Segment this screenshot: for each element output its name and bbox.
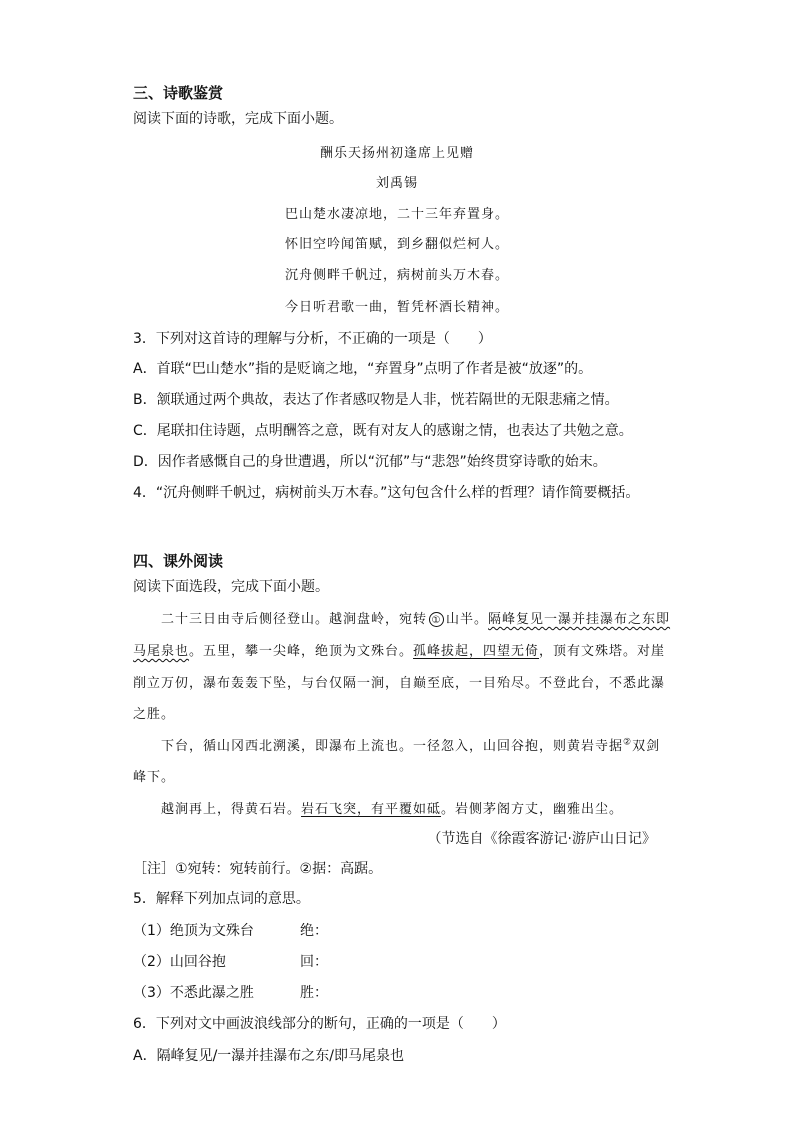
footnote-marker: ① bbox=[429, 612, 444, 627]
question-6-option-a: A．隔峰复见/一瀑并挂瀑布之东/即马尾泉也 bbox=[133, 1048, 405, 1064]
underlined-text: 岩石飞突，有平覆如砥 bbox=[301, 802, 442, 817]
question-3-option-b: B．颔联通过两个典故，表达了作者感叹物是人非，恍若隔世的无限悲痛之情。 bbox=[133, 392, 619, 408]
passage-line: 之胜。 bbox=[133, 707, 176, 722]
question-3-option-a: A．首联“巴山楚水”指的是贬谪之地，“弃置身”点明了作者是被“放逐”的。 bbox=[133, 361, 593, 377]
footnote-marker: ② bbox=[623, 737, 633, 748]
question-5-item-word: 回： bbox=[300, 954, 328, 970]
passage-line: 马尾泉也。五里，攀一尖峰，绝顶为文殊台。孤峰拔起，四望无倚，顶有文殊塔。对崖 bbox=[133, 644, 666, 659]
passage-line: 越涧再上，得黄石岩。岩石飞突，有平覆如砥。岩侧茅阁方丈，幽雅出尘。 bbox=[161, 802, 624, 817]
passage-line: 峰下。 bbox=[133, 770, 176, 785]
question-3-option-c: C．尾联扣住诗题，点明酬答之意，既有对友人的感谢之情，也表达了共勉之意。 bbox=[133, 423, 633, 439]
poem-title: 酬乐天扬州初逢席上见赠 bbox=[319, 146, 474, 161]
question-5-item-word: 胜： bbox=[300, 985, 328, 1001]
question-5-stem: 5．解释下列加点词的意思。 bbox=[133, 891, 310, 907]
wavy-underlined-text: 马尾泉也 bbox=[133, 644, 190, 659]
underlined-text: 孤峰拔起，四望无倚 bbox=[413, 644, 540, 659]
section-heading-poetry: 三、诗歌鉴赏 bbox=[133, 84, 224, 102]
poem-line: 怀旧空吟闻笛赋，到乡翻似烂柯人。 bbox=[284, 237, 509, 252]
poem-line: 沉舟侧畔千帆过，病树前头万木春。 bbox=[284, 268, 509, 283]
section-instruction: 阅读下面的诗歌，完成下面小题。 bbox=[133, 111, 343, 127]
poem-author: 刘禹锡 bbox=[375, 176, 418, 191]
wavy-underlined-text: 隔峰复见一瀑并挂瀑布之东即 bbox=[488, 612, 671, 627]
passage-source: （节选自《徐霞客游记·游庐山日记》 bbox=[427, 831, 656, 847]
question-5-item-phrase: （2）山回谷抱 bbox=[133, 954, 226, 970]
passage-note: ［注］①宛转：宛转前行。②据：高踞。 bbox=[133, 861, 383, 877]
question-6-stem: 6．下列对文中画波浪线部分的断句，正确的一项是（ ） bbox=[133, 1016, 506, 1032]
passage-line: 下台，循山冈西北溯溪，即瀑布上流也。一径忽入，山回谷抱，则黄岩寺据②双剑 bbox=[161, 737, 661, 754]
question-3-stem: 3．下列对这首诗的理解与分析，不正确的一项是（ ） bbox=[133, 331, 492, 347]
question-5-item-word: 绝： bbox=[300, 923, 328, 939]
question-5-item-phrase: （3）不悉此瀑之胜 bbox=[133, 985, 254, 1001]
question-3-option-d: D．因作者感慨自己的身世遭遇，所以“沉郁”与“悲怨”始终贯穿诗歌的始末。 bbox=[133, 454, 607, 470]
passage-line: 削立万仞，瀑布轰轰下坠，与台仅隔一涧，自巅至底，一目殆尽。不登此台，不悉此瀑 bbox=[133, 676, 666, 691]
question-5-item-phrase: （1）绝顶为文殊台 bbox=[133, 923, 254, 939]
section-heading-reading: 四、课外阅读 bbox=[133, 552, 224, 570]
section-instruction: 阅读下面选段，完成下面小题。 bbox=[133, 579, 329, 595]
poem-line: 巴山楚水凄凉地，二十三年弃置身。 bbox=[284, 207, 509, 222]
question-4-stem: 4．“沉舟侧畔千帆过，病树前头万木春。”这句包含什么样的哲理？请作简要概括。 bbox=[133, 485, 640, 501]
poem-line: 今日听君歌一曲，暂凭杯酒长精神。 bbox=[284, 300, 509, 315]
passage-line: 二十三日由寺后侧径登山。越涧盘岭，宛转 ① 山半。隔峰复见一瀑并挂瀑布之东即 bbox=[161, 612, 671, 627]
